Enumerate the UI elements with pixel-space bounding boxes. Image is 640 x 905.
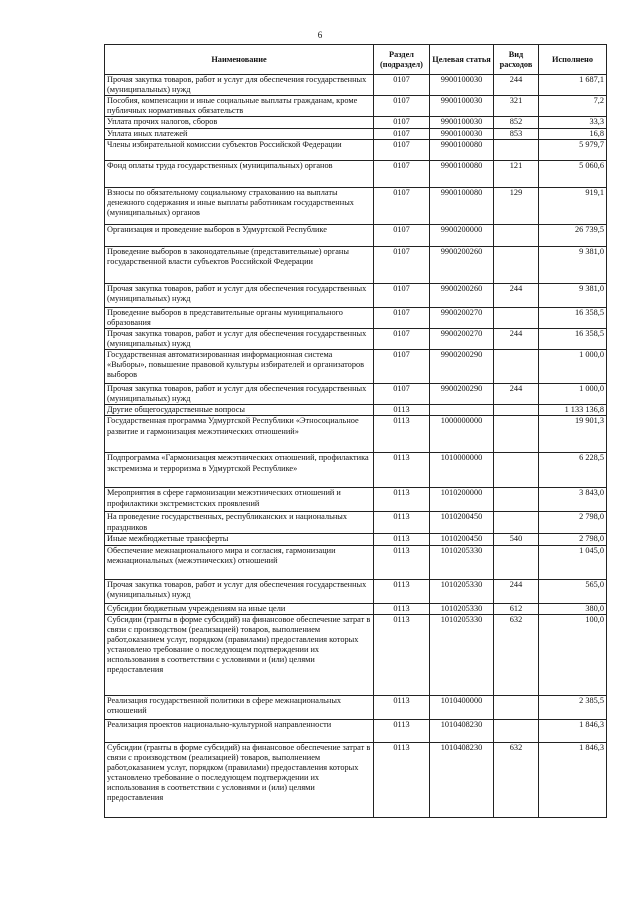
cell-amount: 565,0 xyxy=(539,579,607,603)
cell-name: Другие общегосударственные вопросы xyxy=(105,405,374,416)
cell-target: 1010205330 xyxy=(430,579,494,603)
cell-amount: 9 381,0 xyxy=(539,283,607,307)
table-row xyxy=(105,139,607,160)
cell-section: 0107 xyxy=(374,139,430,160)
cell-section: 0113 xyxy=(374,512,430,534)
cell-section: 0113 xyxy=(374,742,430,817)
cell-amount: 16 358,5 xyxy=(539,328,607,349)
cell-target: 9900200270 xyxy=(430,307,494,328)
table-row xyxy=(105,384,607,405)
cell-type xyxy=(494,545,539,579)
table-row xyxy=(105,512,607,534)
cell-name: Субсидии (гранты в форме субсидий) на финансовое обеспечение затрат в связи с производством (реализацией) товаров, выполнением работ,оказанием услуг, порядком (правилами) предоставления которых установлено требование о последующем подтверждении их использования в соответствии с условиями и (или) целями предоставления xyxy=(105,742,374,817)
cell-name: Государственная автоматизированная информационная система «Выборы», повышение правовой культуры избирателей и организаторов выборов xyxy=(105,350,374,384)
cell-target: 9900200260 xyxy=(430,283,494,307)
cell-target: 9900100030 xyxy=(430,75,494,96)
cell-type xyxy=(494,416,539,453)
cell-type: 540 xyxy=(494,534,539,545)
cell-target: 9900100030 xyxy=(430,117,494,128)
cell-type xyxy=(494,350,539,384)
cell-type xyxy=(494,224,539,246)
table-row xyxy=(105,614,607,695)
cell-type: 321 xyxy=(494,96,539,117)
cell-amount: 6 228,5 xyxy=(539,453,607,488)
cell-section: 0113 xyxy=(374,545,430,579)
table-row xyxy=(105,695,607,719)
cell-type: 632 xyxy=(494,614,539,695)
cell-name: Субсидии бюджетным учреждениям на иные цели xyxy=(105,603,374,614)
cell-name: Проведение выборов в представительные органы муниципального образования xyxy=(105,307,374,328)
cell-type xyxy=(494,488,539,512)
cell-name: Прочая закупка товаров, работ и услуг для обеспечения государственных (муниципальных) нужд xyxy=(105,384,374,405)
cell-target: 9900100080 xyxy=(430,160,494,187)
cell-amount: 19 901,3 xyxy=(539,416,607,453)
cell-amount: 5 979,7 xyxy=(539,139,607,160)
table-row xyxy=(105,405,607,416)
cell-target: 1010408230 xyxy=(430,719,494,742)
cell-type: 121 xyxy=(494,160,539,187)
cell-name: Прочая закупка товаров, работ и услуг для обеспечения государственных (муниципальных) нужд xyxy=(105,328,374,349)
table-row xyxy=(105,307,607,328)
cell-name: Подпрограмма «Гармонизация межэтнических отношений, профилактика экстремизма и терроризма в Удмуртской Республике» xyxy=(105,453,374,488)
cell-type: 244 xyxy=(494,75,539,96)
cell-section: 0107 xyxy=(374,224,430,246)
table-row xyxy=(105,453,607,488)
cell-target: 9900200290 xyxy=(430,350,494,384)
cell-type xyxy=(494,512,539,534)
table-row xyxy=(105,545,607,579)
cell-target: 1010200000 xyxy=(430,488,494,512)
cell-name: Организация и проведение выборов в Удмуртской Республике xyxy=(105,224,374,246)
cell-target: 9900100030 xyxy=(430,96,494,117)
table-row xyxy=(105,579,607,603)
table-row xyxy=(105,416,607,453)
cell-type: 612 xyxy=(494,603,539,614)
cell-name: Уплата иных платежей xyxy=(105,128,374,139)
cell-amount: 100,0 xyxy=(539,614,607,695)
cell-type: 632 xyxy=(494,742,539,817)
cell-target: 9900200260 xyxy=(430,246,494,283)
cell-type xyxy=(494,695,539,719)
table-row xyxy=(105,187,607,224)
cell-target: 1000000000 xyxy=(430,416,494,453)
cell-type xyxy=(494,246,539,283)
cell-target xyxy=(430,405,494,416)
cell-target: 1010205330 xyxy=(430,614,494,695)
cell-amount: 2 798,0 xyxy=(539,534,607,545)
cell-amount: 1 687,1 xyxy=(539,75,607,96)
header-executed: Исполнено xyxy=(539,45,607,75)
cell-section: 0113 xyxy=(374,579,430,603)
cell-target: 1010200450 xyxy=(430,534,494,545)
cell-name: Иные межбюджетные трансферты xyxy=(105,534,374,545)
cell-name: Реализация проектов национально-культурной направленности xyxy=(105,719,374,742)
cell-type: 244 xyxy=(494,283,539,307)
cell-amount: 7,2 xyxy=(539,96,607,117)
cell-section: 0107 xyxy=(374,328,430,349)
page-number: 6 xyxy=(317,30,323,40)
cell-name: Уплата прочих налогов, сборов xyxy=(105,117,374,128)
cell-section: 0107 xyxy=(374,283,430,307)
table-row xyxy=(105,128,607,139)
cell-type xyxy=(494,307,539,328)
cell-amount: 1 000,0 xyxy=(539,384,607,405)
cell-amount: 3 843,0 xyxy=(539,488,607,512)
cell-section: 0113 xyxy=(374,603,430,614)
cell-amount: 380,0 xyxy=(539,603,607,614)
cell-amount: 2 385,5 xyxy=(539,695,607,719)
cell-type: 244 xyxy=(494,328,539,349)
table-row xyxy=(105,328,607,349)
cell-type xyxy=(494,139,539,160)
table-row xyxy=(105,488,607,512)
cell-type xyxy=(494,405,539,416)
cell-target: 9900200270 xyxy=(430,328,494,349)
cell-target: 9900200000 xyxy=(430,224,494,246)
cell-section: 0113 xyxy=(374,453,430,488)
cell-section: 0107 xyxy=(374,307,430,328)
cell-section: 0113 xyxy=(374,488,430,512)
cell-section: 0113 xyxy=(374,695,430,719)
header-section: Раздел (подраздел) xyxy=(374,45,430,75)
budget-table xyxy=(104,44,607,818)
cell-name: Субсидии (гранты в форме субсидий) на финансовое обеспечение затрат в связи с производством (реализацией) товаров, выполнением работ,оказанием услуг, порядком (правилами) предоставления которых установлено требование о последующем подтверждении их использования в соответствии с условиями и (или) целями предоставления xyxy=(105,614,374,695)
cell-amount: 5 060,6 xyxy=(539,160,607,187)
cell-target: 9900100080 xyxy=(430,187,494,224)
cell-name: Реализация государственной политики в сфере межнациональных отношений xyxy=(105,695,374,719)
cell-amount: 1 846,3 xyxy=(539,719,607,742)
cell-section: 0107 xyxy=(374,350,430,384)
cell-section: 0107 xyxy=(374,187,430,224)
cell-target: 9900100030 xyxy=(430,128,494,139)
cell-amount: 2 798,0 xyxy=(539,512,607,534)
table-row xyxy=(105,75,607,96)
cell-amount: 1 000,0 xyxy=(539,350,607,384)
table-row xyxy=(105,160,607,187)
cell-amount: 16 358,5 xyxy=(539,307,607,328)
cell-name: Мероприятия в сфере гармонизации межэтнических отношений и профилактики экстремистских проявлений xyxy=(105,488,374,512)
cell-section: 0107 xyxy=(374,160,430,187)
cell-name: На проведение государственных, республиканских и национальных праздников xyxy=(105,512,374,534)
table-row xyxy=(105,350,607,384)
cell-target: 9900200290 xyxy=(430,384,494,405)
cell-target: 1010205330 xyxy=(430,545,494,579)
cell-name: Прочая закупка товаров, работ и услуг для обеспечения государственных (муниципальных) нужд xyxy=(105,579,374,603)
table-row xyxy=(105,283,607,307)
cell-name: Прочая закупка товаров, работ и услуг для обеспечения государственных (муниципальных) нужд xyxy=(105,283,374,307)
table-row xyxy=(105,96,607,117)
cell-section: 0107 xyxy=(374,117,430,128)
cell-section: 0113 xyxy=(374,534,430,545)
cell-type xyxy=(494,453,539,488)
header-name: Наименование xyxy=(105,45,374,75)
cell-section: 0113 xyxy=(374,416,430,453)
header-type: Вид расходов xyxy=(494,45,539,75)
header-target: Целевая статья xyxy=(430,45,494,75)
cell-section: 0107 xyxy=(374,128,430,139)
cell-type: 244 xyxy=(494,579,539,603)
cell-name: Члены избирательной комиссии субъектов Российской Федерации xyxy=(105,139,374,160)
cell-section: 0107 xyxy=(374,75,430,96)
table-row xyxy=(105,246,607,283)
cell-amount: 919,1 xyxy=(539,187,607,224)
cell-name: Прочая закупка товаров, работ и услуг для обеспечения государственных (муниципальных) нужд xyxy=(105,75,374,96)
cell-name: Фонд оплаты труда государственных (муниципальных) органов xyxy=(105,160,374,187)
cell-amount: 16,8 xyxy=(539,128,607,139)
cell-amount: 1 133 136,8 xyxy=(539,405,607,416)
cell-amount: 33,3 xyxy=(539,117,607,128)
cell-section: 0113 xyxy=(374,405,430,416)
cell-section: 0107 xyxy=(374,246,430,283)
cell-name: Государственная программа Удмуртской Республики «Этносоциальное развитие и гармонизация межэтнических отношений» xyxy=(105,416,374,453)
cell-name: Проведение выборов в законодательные (представительные) органы государственной власти субъектов Российской Федерации xyxy=(105,246,374,283)
cell-type: 244 xyxy=(494,384,539,405)
table-row xyxy=(105,534,607,545)
cell-amount: 1 045,0 xyxy=(539,545,607,579)
table-row xyxy=(105,224,607,246)
cell-name: Обеспечение межнационального мира и согласия, гармонизации межнациональных (межэтнических) отношений xyxy=(105,545,374,579)
cell-amount: 9 381,0 xyxy=(539,246,607,283)
cell-section: 0113 xyxy=(374,614,430,695)
table-row xyxy=(105,117,607,128)
table-row xyxy=(105,719,607,742)
cell-section: 0107 xyxy=(374,384,430,405)
cell-target: 9900100080 xyxy=(430,139,494,160)
cell-name: Взносы по обязательному социальному страхованию на выплаты денежного содержания и иные выплаты работникам государственных (муниципальных) органов xyxy=(105,187,374,224)
cell-amount: 1 846,3 xyxy=(539,742,607,817)
cell-amount: 26 739,5 xyxy=(539,224,607,246)
cell-type: 129 xyxy=(494,187,539,224)
cell-target: 1010400000 xyxy=(430,695,494,719)
cell-target: 1010205330 xyxy=(430,603,494,614)
cell-target: 1010200450 xyxy=(430,512,494,534)
cell-name: Пособия, компенсации и иные социальные выплаты гражданам, кроме публичных нормативных обязательств xyxy=(105,96,374,117)
table-row xyxy=(105,603,607,614)
cell-type xyxy=(494,719,539,742)
cell-type: 852 xyxy=(494,117,539,128)
cell-target: 1010408230 xyxy=(430,742,494,817)
cell-type: 853 xyxy=(494,128,539,139)
cell-target: 1010000000 xyxy=(430,453,494,488)
table-row xyxy=(105,742,607,817)
cell-section: 0107 xyxy=(374,96,430,117)
cell-section: 0113 xyxy=(374,719,430,742)
